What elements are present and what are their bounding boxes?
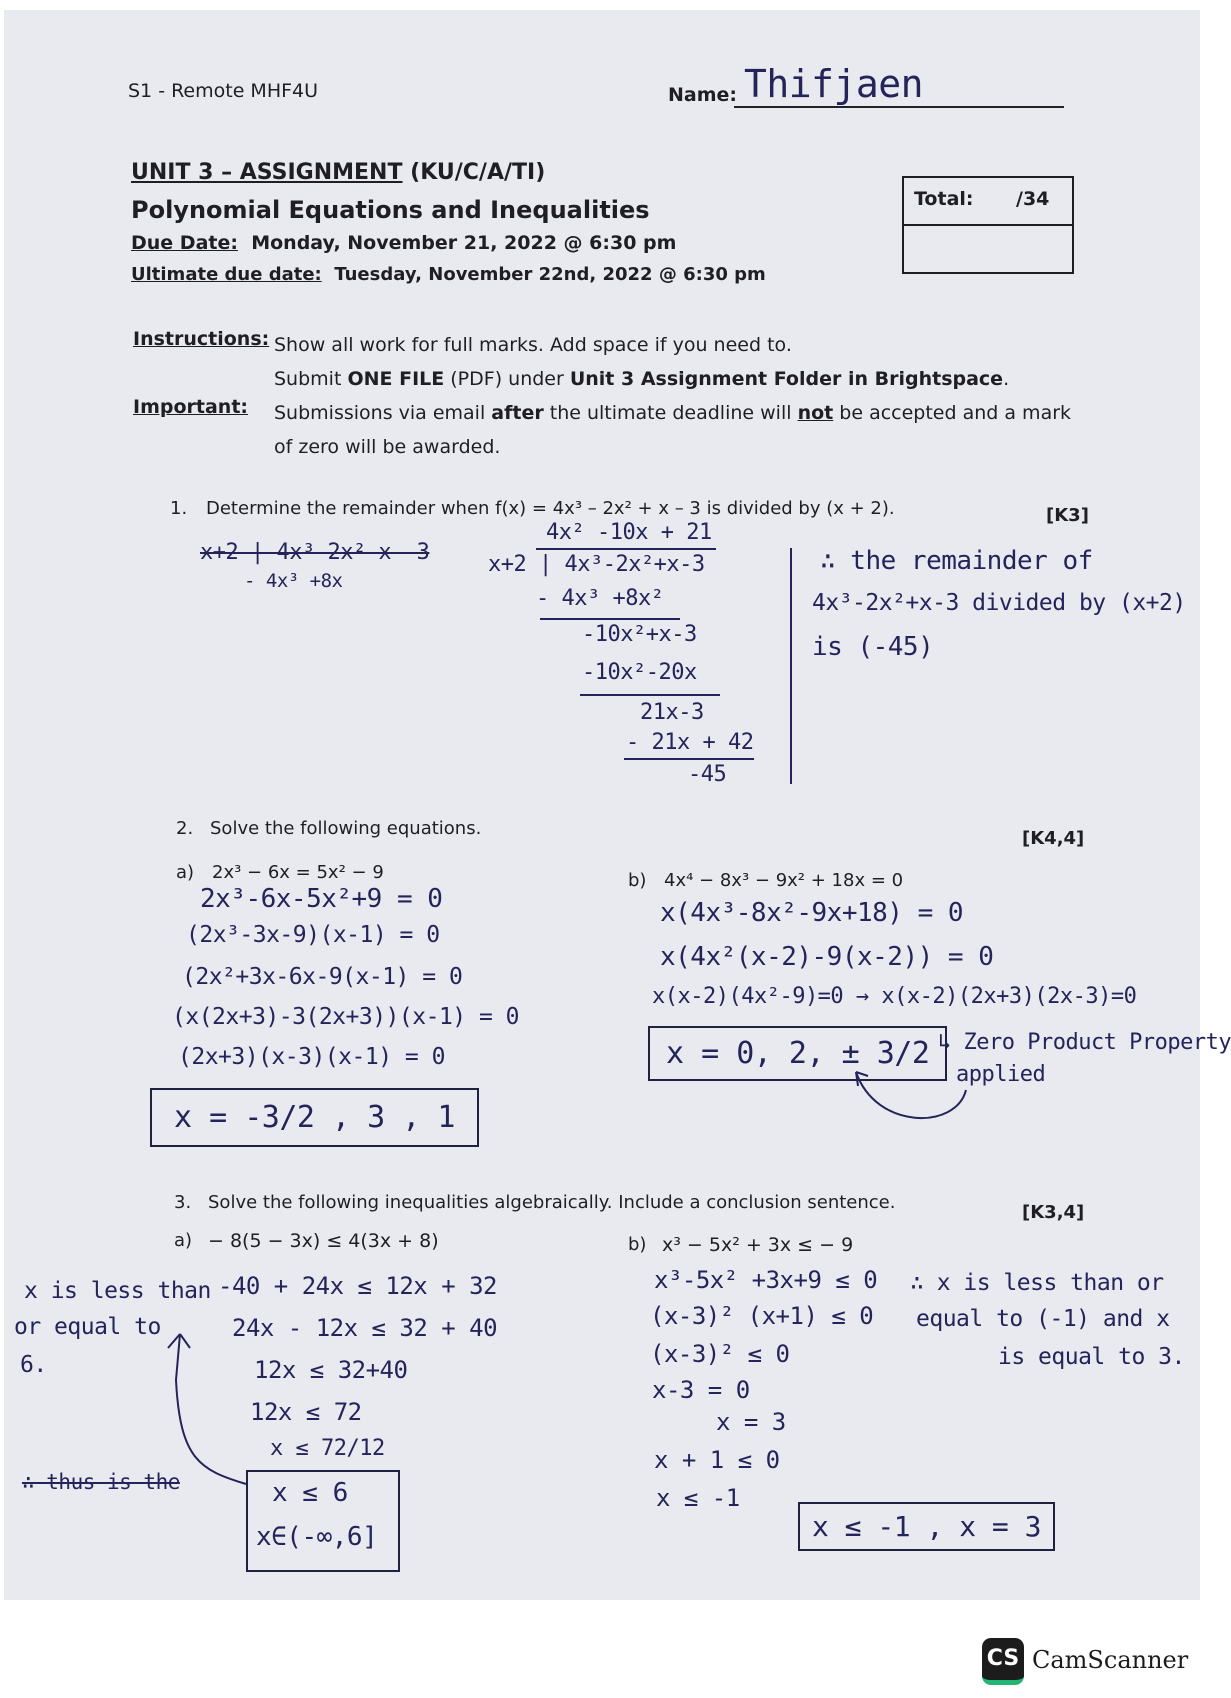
imp-c: the ultimate deadline will <box>543 402 798 424</box>
total-value: /34 <box>1016 188 1050 210</box>
q1-number: 1. <box>170 498 188 519</box>
q3a-conclusion-3: 6. <box>20 1352 47 1378</box>
q2a-label: a) <box>176 862 195 883</box>
q3a-step-4: 12x ≤ 72 <box>250 1398 362 1426</box>
important-line-2: of zero will be awarded. <box>274 436 501 458</box>
important-label: Important: <box>133 396 249 418</box>
q3b-step-4: x-3 = 0 <box>652 1376 750 1404</box>
q2a-step-1: 2x³-6x-5x²+9 = 0 <box>200 884 443 914</box>
q3b-step-1: x³-5x² +3x+9 ≤ 0 <box>654 1266 878 1294</box>
imp-d: not <box>797 402 834 424</box>
total-score-box <box>902 176 1074 274</box>
q1-quotient: 4x² -10x + 21 <box>546 520 712 545</box>
camscanner-brand: CamScanner <box>1032 1646 1189 1674</box>
instr2-e: . <box>1003 368 1010 390</box>
q2b-note-1: ↳ Zero Product Property <box>938 1030 1231 1055</box>
due-date-value: Monday, November 21, 2022 @ 6:30 pm <box>251 232 677 254</box>
q2b-arrow <box>846 1060 986 1130</box>
q2b-problem: 4x⁴ − 8x³ − 9x² + 18x = 0 <box>664 870 904 891</box>
imp-b: after <box>491 402 544 424</box>
q2b-step-3: x(x-2)(4x²-9)=0 → x(x-2)(2x+3)(2x-3)=0 <box>652 984 1137 1009</box>
q3a-label: a) <box>174 1230 193 1251</box>
ultimate-label: Ultimate due date: <box>131 264 322 285</box>
q3a-answer-1: x ≤ 6 <box>272 1478 348 1508</box>
q1-scratch-line-2: - 4x³ +8x <box>244 570 343 592</box>
q2a-step-4: (x(2x+3)-3(2x+3))(x-1) = 0 <box>172 1004 520 1030</box>
instructions-line-1: Show all work for full marks. Add space if you need to. <box>274 334 792 356</box>
q1-conclusion-1: ∴ the remainder of <box>820 546 1093 576</box>
q1-conclusion-2: 4x³-2x²+x-3 divided by (x+2) <box>812 590 1186 616</box>
instructions-line-2 <box>274 368 1009 390</box>
instr2-a: Submit <box>274 368 348 390</box>
q2b-note-2: applied <box>956 1062 1046 1087</box>
q1-conclusion-3: is (-45) <box>812 632 934 662</box>
camscanner-logo-icon: CS <box>982 1638 1024 1685</box>
q3b-step-7: x ≤ -1 <box>656 1484 740 1512</box>
q3b-problem: x³ − 5x² + 3x ≤ − 9 <box>662 1234 854 1256</box>
q3b-conclusion-3: is equal to 3. <box>998 1344 1185 1370</box>
q3b-step-5: x = 3 <box>716 1408 786 1436</box>
important-line-1 <box>274 402 1071 424</box>
ultimate-value: Tuesday, November 22nd, 2022 @ 6:30 pm <box>334 264 766 285</box>
q1-line-3 <box>624 758 754 760</box>
instr2-b: ONE FILE <box>347 368 445 390</box>
q3b-step-3: (x-3)² ≤ 0 <box>650 1340 790 1368</box>
q1-line-2 <box>580 694 720 696</box>
q1-step-4: 21x-3 <box>640 700 704 725</box>
q1-divider-line <box>790 548 792 784</box>
total-label: Total: <box>914 188 974 210</box>
q3b-step-6: x + 1 ≤ 0 <box>654 1446 780 1474</box>
q2-number: 2. <box>176 818 194 839</box>
unit-codes: (KU/C/A/TI) <box>402 160 546 185</box>
ultimate-due-date <box>131 264 766 285</box>
name-underline <box>734 106 1064 108</box>
q3a-step-2: 24x - 12x ≤ 32 + 40 <box>232 1314 498 1342</box>
q1-dividend: x+2 | 4x³-2x²+x-3 <box>488 552 705 577</box>
q1-step-5: - 21x + 42 <box>626 730 754 755</box>
q3b-step-2: (x-3)² (x+1) ≤ 0 <box>650 1302 874 1330</box>
q1-marks: [K3] <box>1046 505 1089 526</box>
student-name: Thifjaen <box>744 62 924 106</box>
q2a-answer: x = -3/2 , 3 , 1 <box>150 1088 479 1147</box>
due-date-label: Due Date: <box>131 232 238 254</box>
unit-heading: UNIT 3 – ASSIGNMENT <box>131 160 403 185</box>
q2b-step-2: x(4x²(x-2)-9(x-2)) = 0 <box>660 942 994 972</box>
q3a-conclusion-2: or equal to <box>14 1314 161 1340</box>
q3a-conclusion-1: x is less than <box>24 1278 211 1304</box>
q3a-crossed-note: ∴ thus is the <box>22 1470 180 1494</box>
q2a-step-2: (2x³-3x-9)(x-1) = 0 <box>186 922 440 948</box>
q3a-arrow <box>160 1320 250 1490</box>
q2b-label: b) <box>628 870 647 891</box>
q1-step-3: -10x²-20x <box>582 660 697 685</box>
q2-text: Solve the following equations. <box>210 818 482 839</box>
q3b-conclusion-2: equal to (-1) and x <box>916 1306 1170 1332</box>
q1-step-1: - 4x³ +8x² <box>536 586 664 611</box>
q2a-step-3: (2x²+3x-6x-9(x-1) = 0 <box>182 964 463 990</box>
q1-division-bar <box>536 548 716 550</box>
q1-step-2: -10x²+x-3 <box>582 622 697 647</box>
q3-number: 3. <box>174 1192 192 1213</box>
q3-marks: [K3,4] <box>1022 1202 1085 1223</box>
due-date <box>131 232 676 254</box>
name-label: Name: <box>668 84 738 106</box>
q3b-answer: x ≤ -1 , x = 3 <box>798 1502 1055 1551</box>
q3a-step-3: 12x ≤ 32+40 <box>254 1356 408 1384</box>
q2a-step-5: (2x+3)(x-3)(x-1) = 0 <box>178 1044 445 1070</box>
imp-e: be accepted and a mark <box>833 402 1072 424</box>
q3a-answer-2: x∈(-∞,6] <box>256 1522 378 1552</box>
q1-remainder: -45 <box>688 762 727 787</box>
q3a-step-1: -40 + 24x ≤ 12x + 32 <box>218 1272 497 1300</box>
instr2-c: (PDF) under <box>444 368 570 390</box>
q3a-problem: − 8(5 − 3x) ≤ 4(3x + 8) <box>208 1230 439 1252</box>
q3b-label: b) <box>628 1234 647 1255</box>
q3b-conclusion-1: ∴ x is less than or <box>910 1270 1164 1296</box>
q1-line-1 <box>540 618 680 620</box>
q2-marks: [K4,4] <box>1022 828 1085 849</box>
instructions-label: Instructions: <box>133 328 270 350</box>
q1-text: Determine the remainder when f(x) = 4x³ – 2x² + x – 3 is divided by (x + 2). <box>206 498 895 519</box>
instr2-d: Unit 3 Assignment Folder in Brightspace <box>569 368 1004 390</box>
q3a-answer-box <box>246 1470 400 1572</box>
imp-a: Submissions via email <box>274 402 492 424</box>
q3a-step-5: x ≤ 72/12 <box>270 1436 385 1461</box>
total-box-divider <box>904 224 1072 226</box>
q1-scratch-line-1: x+2 | 4x³ 2x² x -3 <box>200 540 430 565</box>
course-code: S1 - Remote MHF4U <box>128 80 319 102</box>
q2a-problem: 2x³ − 6x = 5x² − 9 <box>212 862 384 883</box>
q3-text: Solve the following inequalities algebraically. Include a conclusion sentence. <box>208 1192 896 1213</box>
assignment-subtitle: Polynomial Equations and Inequalities <box>131 196 650 224</box>
q2b-step-1: x(4x³-8x²-9x+18) = 0 <box>660 898 964 928</box>
q2b-answer: x = 0, 2, ± 3/2 <box>648 1026 947 1081</box>
unit-title <box>131 160 545 185</box>
